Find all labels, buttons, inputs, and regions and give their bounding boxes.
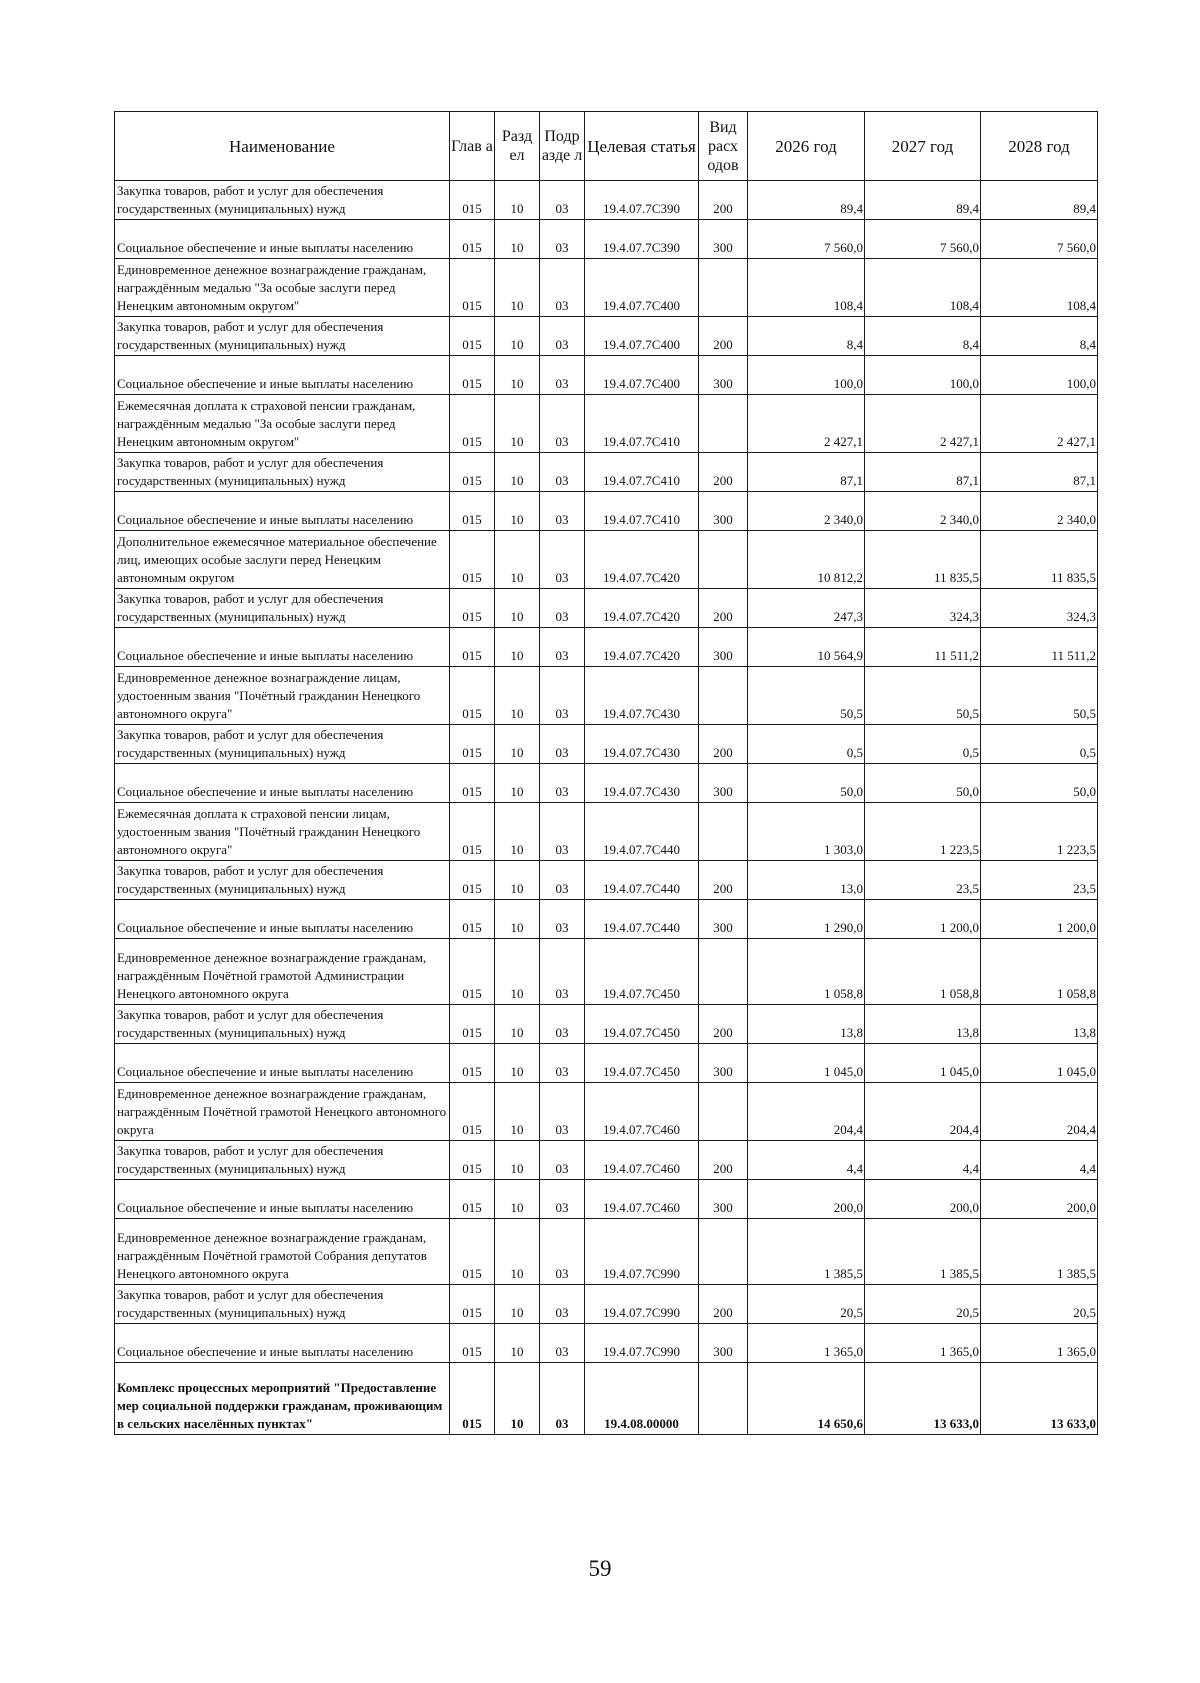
cell-glav: 015: [450, 395, 495, 453]
cell-year-2027: 50,5: [865, 667, 981, 725]
cell-razd: 10: [495, 764, 540, 803]
cell-razd: 10: [495, 589, 540, 628]
cell-name: Ежемесячная доплата к страховой пенсии лицам, удостоенным звания "Почётный гражданин Ненецкого автономного округа": [115, 803, 450, 861]
header-name: Наименование: [115, 112, 450, 181]
cell-year-2027: 200,0: [865, 1180, 981, 1219]
header-target-article: Целевая статья: [585, 112, 699, 181]
cell-expense-type: [699, 803, 748, 861]
cell-year-2026: 204,4: [748, 1083, 865, 1141]
cell-year-2027: 1 045,0: [865, 1044, 981, 1083]
cell-glav: 015: [450, 1363, 495, 1435]
cell-name: Закупка товаров, работ и услуг для обеспечения государственных (муниципальных) нужд: [115, 1005, 450, 1044]
cell-expense-type: 200: [699, 181, 748, 220]
cell-expense-type: 300: [699, 628, 748, 667]
cell-expense-type: 300: [699, 1180, 748, 1219]
cell-year-2027: 204,4: [865, 1083, 981, 1141]
cell-target-article: 19.4.07.7С420: [585, 531, 699, 589]
cell-name: Ежемесячная доплата к страховой пенсии гражданам, награждённым медалью "За особые заслуги перед Ненецким автономным округом": [115, 395, 450, 453]
cell-podr: 03: [540, 220, 585, 259]
cell-podr: 03: [540, 492, 585, 531]
cell-year-2026: 13,8: [748, 1005, 865, 1044]
table-row: [115, 1005, 1098, 1044]
table-row: [115, 939, 1098, 1005]
cell-razd: 10: [495, 939, 540, 1005]
cell-year-2028: 8,4: [981, 317, 1098, 356]
cell-glav: 015: [450, 317, 495, 356]
cell-razd: 10: [495, 492, 540, 531]
cell-razd: 10: [495, 259, 540, 317]
table-row: [115, 1285, 1098, 1324]
cell-year-2028: 1 045,0: [981, 1044, 1098, 1083]
cell-name: Социальное обеспечение и иные выплаты населению: [115, 492, 450, 531]
cell-razd: 10: [495, 1044, 540, 1083]
cell-year-2028: 204,4: [981, 1083, 1098, 1141]
cell-target-article: 19.4.07.7С450: [585, 939, 699, 1005]
header-row: [115, 112, 1098, 181]
cell-expense-type: 200: [699, 317, 748, 356]
cell-expense-type: [699, 1083, 748, 1141]
cell-podr: 03: [540, 1141, 585, 1180]
cell-razd: 10: [495, 1324, 540, 1363]
table-row: [115, 1083, 1098, 1141]
cell-year-2027: 1 223,5: [865, 803, 981, 861]
cell-razd: 10: [495, 861, 540, 900]
cell-name: Закупка товаров, работ и услуг для обеспечения государственных (муниципальных) нужд: [115, 725, 450, 764]
cell-glav: 015: [450, 764, 495, 803]
cell-razd: 10: [495, 220, 540, 259]
cell-year-2027: 20,5: [865, 1285, 981, 1324]
cell-target-article: 19.4.07.7С440: [585, 900, 699, 939]
cell-year-2026: 14 650,6: [748, 1363, 865, 1435]
cell-year-2028: 20,5: [981, 1285, 1098, 1324]
header-expense-type: Вид расх одов: [699, 112, 748, 181]
cell-year-2027: 324,3: [865, 589, 981, 628]
cell-target-article: 19.4.07.7С990: [585, 1219, 699, 1285]
cell-podr: 03: [540, 356, 585, 395]
cell-podr: 03: [540, 1219, 585, 1285]
cell-name: Закупка товаров, работ и услуг для обеспечения государственных (муниципальных) нужд: [115, 453, 450, 492]
cell-year-2027: 1 058,8: [865, 939, 981, 1005]
cell-target-article: 19.4.07.7С400: [585, 259, 699, 317]
table-row: [115, 589, 1098, 628]
header-year-2026: 2026 год: [748, 112, 865, 181]
cell-year-2028: 13 633,0: [981, 1363, 1098, 1435]
cell-target-article: 19.4.07.7С440: [585, 803, 699, 861]
cell-year-2028: 11 511,2: [981, 628, 1098, 667]
cell-glav: 015: [450, 220, 495, 259]
cell-year-2027: 87,1: [865, 453, 981, 492]
cell-year-2027: 2 340,0: [865, 492, 981, 531]
page-number: 59: [588, 1556, 612, 1581]
cell-glav: 015: [450, 492, 495, 531]
cell-podr: 03: [540, 725, 585, 764]
cell-target-article: 19.4.07.7С430: [585, 725, 699, 764]
cell-podr: 03: [540, 531, 585, 589]
cell-year-2028: 1 365,0: [981, 1324, 1098, 1363]
cell-year-2026: 10 812,2: [748, 531, 865, 589]
cell-name: Социальное обеспечение и иные выплаты населению: [115, 220, 450, 259]
cell-glav: 015: [450, 356, 495, 395]
table-row: [115, 453, 1098, 492]
cell-target-article: 19.4.07.7С440: [585, 861, 699, 900]
cell-year-2027: 4,4: [865, 1141, 981, 1180]
table-row: [115, 395, 1098, 453]
cell-name: Закупка товаров, работ и услуг для обеспечения государственных (муниципальных) нужд: [115, 861, 450, 900]
cell-year-2026: 20,5: [748, 1285, 865, 1324]
cell-glav: 015: [450, 589, 495, 628]
table-row: [115, 1363, 1098, 1435]
cell-year-2028: 2 427,1: [981, 395, 1098, 453]
cell-expense-type: 200: [699, 1005, 748, 1044]
table-row: [115, 317, 1098, 356]
cell-year-2027: 100,0: [865, 356, 981, 395]
cell-target-article: 19.4.07.7С390: [585, 181, 699, 220]
cell-podr: 03: [540, 900, 585, 939]
cell-glav: 015: [450, 1005, 495, 1044]
cell-year-2026: 13,0: [748, 861, 865, 900]
cell-year-2026: 1 385,5: [748, 1219, 865, 1285]
cell-razd: 10: [495, 900, 540, 939]
cell-year-2027: 1 200,0: [865, 900, 981, 939]
cell-year-2028: 50,0: [981, 764, 1098, 803]
cell-year-2027: 2 427,1: [865, 395, 981, 453]
cell-glav: 015: [450, 453, 495, 492]
cell-expense-type: [699, 939, 748, 1005]
cell-year-2027: 11 511,2: [865, 628, 981, 667]
cell-name: Единовременное денежное вознаграждение гражданам, награждённым Почётной грамотой Собрания депутатов Ненецкого автономного округа: [115, 1219, 450, 1285]
cell-name: Социальное обеспечение и иные выплаты населению: [115, 1180, 450, 1219]
table-row: [115, 492, 1098, 531]
cell-year-2028: 4,4: [981, 1141, 1098, 1180]
cell-year-2028: 100,0: [981, 356, 1098, 395]
cell-target-article: 19.4.07.7С430: [585, 667, 699, 725]
table-row: [115, 220, 1098, 259]
table-row: [115, 861, 1098, 900]
cell-podr: 03: [540, 1180, 585, 1219]
cell-target-article: 19.4.07.7С410: [585, 453, 699, 492]
cell-name: Закупка товаров, работ и услуг для обеспечения государственных (муниципальных) нужд: [115, 317, 450, 356]
cell-year-2026: 1 045,0: [748, 1044, 865, 1083]
cell-year-2028: 89,4: [981, 181, 1098, 220]
cell-year-2028: 1 058,8: [981, 939, 1098, 1005]
cell-year-2027: 1 385,5: [865, 1219, 981, 1285]
cell-razd: 10: [495, 803, 540, 861]
cell-razd: 10: [495, 356, 540, 395]
cell-target-article: 19.4.07.7С460: [585, 1180, 699, 1219]
cell-expense-type: 200: [699, 589, 748, 628]
cell-razd: 10: [495, 1219, 540, 1285]
cell-year-2027: 13 633,0: [865, 1363, 981, 1435]
cell-year-2026: 4,4: [748, 1141, 865, 1180]
cell-razd: 10: [495, 1005, 540, 1044]
cell-target-article: 19.4.08.00000: [585, 1363, 699, 1435]
cell-target-article: 19.4.07.7С390: [585, 220, 699, 259]
cell-year-2027: 11 835,5: [865, 531, 981, 589]
cell-year-2026: 8,4: [748, 317, 865, 356]
table-row: [115, 900, 1098, 939]
cell-year-2026: 2 427,1: [748, 395, 865, 453]
cell-year-2028: 7 560,0: [981, 220, 1098, 259]
cell-name: Единовременное денежное вознаграждение гражданам, награждённым Почётной грамотой Ненецкого автономного округа: [115, 1083, 450, 1141]
cell-year-2028: 2 340,0: [981, 492, 1098, 531]
header-year-2027: 2027 год: [865, 112, 981, 181]
cell-glav: 015: [450, 1083, 495, 1141]
cell-name: Закупка товаров, работ и услуг для обеспечения государственных (муниципальных) нужд: [115, 181, 450, 220]
cell-year-2027: 50,0: [865, 764, 981, 803]
cell-year-2026: 1 365,0: [748, 1324, 865, 1363]
cell-year-2028: 50,5: [981, 667, 1098, 725]
table-header: [115, 112, 1098, 181]
cell-podr: 03: [540, 628, 585, 667]
cell-podr: 03: [540, 317, 585, 356]
cell-year-2028: 1 385,5: [981, 1219, 1098, 1285]
table-row: [115, 259, 1098, 317]
cell-year-2026: 87,1: [748, 453, 865, 492]
cell-expense-type: 300: [699, 764, 748, 803]
cell-razd: 10: [495, 1285, 540, 1324]
cell-year-2027: 0,5: [865, 725, 981, 764]
cell-razd: 10: [495, 1141, 540, 1180]
cell-podr: 03: [540, 1083, 585, 1141]
cell-name: Социальное обеспечение и иные выплаты населению: [115, 764, 450, 803]
table-row: [115, 1180, 1098, 1219]
header-razd: Разд ел: [495, 112, 540, 181]
cell-razd: 10: [495, 1180, 540, 1219]
cell-year-2026: 0,5: [748, 725, 865, 764]
header-glav: Глав а: [450, 112, 495, 181]
cell-podr: 03: [540, 453, 585, 492]
cell-glav: 015: [450, 1285, 495, 1324]
cell-razd: 10: [495, 181, 540, 220]
cell-glav: 015: [450, 939, 495, 1005]
cell-podr: 03: [540, 395, 585, 453]
cell-name: Комплекс процессных мероприятий "Предоставление мер социальной поддержки гражданам, проживающим в сельских населённых пунктах": [115, 1363, 450, 1435]
cell-name: Социальное обеспечение и иные выплаты населению: [115, 1324, 450, 1363]
cell-year-2028: 11 835,5: [981, 531, 1098, 589]
cell-name: Социальное обеспечение и иные выплаты населению: [115, 628, 450, 667]
cell-podr: 03: [540, 589, 585, 628]
cell-year-2026: 50,5: [748, 667, 865, 725]
cell-expense-type: 300: [699, 492, 748, 531]
cell-year-2026: 10 564,9: [748, 628, 865, 667]
cell-expense-type: 300: [699, 900, 748, 939]
cell-podr: 03: [540, 1044, 585, 1083]
cell-expense-type: [699, 1363, 748, 1435]
cell-glav: 015: [450, 181, 495, 220]
cell-name: Единовременное денежное вознаграждение гражданам, награждённым медалью "За особые заслуги перед Ненецким автономным округом": [115, 259, 450, 317]
cell-year-2027: 7 560,0: [865, 220, 981, 259]
table-row: [115, 725, 1098, 764]
cell-year-2027: 8,4: [865, 317, 981, 356]
cell-expense-type: 200: [699, 861, 748, 900]
cell-expense-type: 200: [699, 1285, 748, 1324]
cell-expense-type: [699, 395, 748, 453]
cell-target-article: 19.4.07.7С410: [585, 492, 699, 531]
cell-razd: 10: [495, 531, 540, 589]
cell-target-article: 19.4.07.7С450: [585, 1044, 699, 1083]
cell-name: Социальное обеспечение и иные выплаты населению: [115, 356, 450, 395]
cell-target-article: 19.4.07.7С460: [585, 1083, 699, 1141]
budget-table: [114, 111, 1098, 1435]
cell-target-article: 19.4.07.7С420: [585, 628, 699, 667]
cell-target-article: 19.4.07.7С420: [585, 589, 699, 628]
table-row: [115, 531, 1098, 589]
table-row: [115, 1044, 1098, 1083]
cell-year-2026: 108,4: [748, 259, 865, 317]
cell-year-2028: 200,0: [981, 1180, 1098, 1219]
cell-expense-type: 300: [699, 1044, 748, 1083]
cell-razd: 10: [495, 667, 540, 725]
cell-glav: 015: [450, 803, 495, 861]
cell-year-2026: 1 290,0: [748, 900, 865, 939]
cell-year-2028: 1 200,0: [981, 900, 1098, 939]
cell-glav: 015: [450, 900, 495, 939]
cell-year-2028: 324,3: [981, 589, 1098, 628]
cell-year-2028: 23,5: [981, 861, 1098, 900]
cell-target-article: 19.4.07.7С450: [585, 1005, 699, 1044]
cell-year-2028: 87,1: [981, 453, 1098, 492]
table-row: [115, 803, 1098, 861]
cell-podr: 03: [540, 1285, 585, 1324]
cell-expense-type: [699, 1219, 748, 1285]
table-body: [115, 181, 1098, 1435]
cell-expense-type: 300: [699, 220, 748, 259]
cell-year-2027: 89,4: [865, 181, 981, 220]
cell-name: Закупка товаров, работ и услуг для обеспечения государственных (муниципальных) нужд: [115, 589, 450, 628]
cell-podr: 03: [540, 181, 585, 220]
cell-expense-type: 200: [699, 1141, 748, 1180]
cell-target-article: 19.4.07.7С400: [585, 356, 699, 395]
cell-target-article: 19.4.07.7С410: [585, 395, 699, 453]
table-row: [115, 181, 1098, 220]
cell-year-2026: 89,4: [748, 181, 865, 220]
cell-year-2026: 1 058,8: [748, 939, 865, 1005]
cell-glav: 015: [450, 1324, 495, 1363]
table-row: [115, 764, 1098, 803]
cell-podr: 03: [540, 939, 585, 1005]
cell-year-2026: 7 560,0: [748, 220, 865, 259]
cell-name: Единовременное денежное вознаграждение лицам, удостоенным звания "Почётный гражданин Ненецкого автономного округа": [115, 667, 450, 725]
cell-expense-type: 200: [699, 725, 748, 764]
cell-year-2026: 50,0: [748, 764, 865, 803]
table-row: [115, 1219, 1098, 1285]
cell-podr: 03: [540, 861, 585, 900]
cell-glav: 015: [450, 861, 495, 900]
cell-podr: 03: [540, 259, 585, 317]
cell-glav: 015: [450, 1141, 495, 1180]
cell-glav: 015: [450, 1180, 495, 1219]
cell-year-2027: 108,4: [865, 259, 981, 317]
cell-year-2026: 247,3: [748, 589, 865, 628]
header-podr: Подр азде л: [540, 112, 585, 181]
cell-expense-type: 300: [699, 356, 748, 395]
cell-year-2027: 13,8: [865, 1005, 981, 1044]
cell-name: Единовременное денежное вознаграждение гражданам, награждённым Почётной грамотой Администрации Ненецкого автономного округа: [115, 939, 450, 1005]
cell-target-article: 19.4.07.7С400: [585, 317, 699, 356]
cell-razd: 10: [495, 395, 540, 453]
cell-razd: 10: [495, 453, 540, 492]
cell-year-2026: 100,0: [748, 356, 865, 395]
cell-name: Социальное обеспечение и иные выплаты населению: [115, 1044, 450, 1083]
cell-glav: 015: [450, 259, 495, 317]
table-row: [115, 628, 1098, 667]
cell-year-2028: 0,5: [981, 725, 1098, 764]
cell-year-2028: 108,4: [981, 259, 1098, 317]
cell-expense-type: [699, 531, 748, 589]
cell-year-2028: 13,8: [981, 1005, 1098, 1044]
cell-name: Социальное обеспечение и иные выплаты населению: [115, 900, 450, 939]
cell-target-article: 19.4.07.7С430: [585, 764, 699, 803]
cell-name: Закупка товаров, работ и услуг для обеспечения государственных (муниципальных) нужд: [115, 1285, 450, 1324]
table-row: [115, 667, 1098, 725]
cell-target-article: 19.4.07.7С990: [585, 1285, 699, 1324]
table-row: [115, 1324, 1098, 1363]
cell-razd: 10: [495, 1363, 540, 1435]
cell-expense-type: 200: [699, 453, 748, 492]
cell-podr: 03: [540, 764, 585, 803]
cell-target-article: 19.4.07.7С460: [585, 1141, 699, 1180]
cell-glav: 015: [450, 628, 495, 667]
cell-expense-type: [699, 667, 748, 725]
cell-razd: 10: [495, 1083, 540, 1141]
cell-podr: 03: [540, 667, 585, 725]
cell-podr: 03: [540, 1363, 585, 1435]
cell-year-2028: 1 223,5: [981, 803, 1098, 861]
cell-year-2027: 1 365,0: [865, 1324, 981, 1363]
cell-target-article: 19.4.07.7С990: [585, 1324, 699, 1363]
cell-name: Дополнительное ежемесячное материальное обеспечение лиц, имеющих особые заслуги перед Ненецким автономным округом: [115, 531, 450, 589]
cell-expense-type: [699, 259, 748, 317]
cell-name: Закупка товаров, работ и услуг для обеспечения государственных (муниципальных) нужд: [115, 1141, 450, 1180]
cell-podr: 03: [540, 803, 585, 861]
cell-glav: 015: [450, 667, 495, 725]
cell-year-2026: 200,0: [748, 1180, 865, 1219]
cell-razd: 10: [495, 725, 540, 764]
cell-podr: 03: [540, 1324, 585, 1363]
header-year-2028: 2028 год: [981, 112, 1098, 181]
cell-year-2026: 1 303,0: [748, 803, 865, 861]
cell-razd: 10: [495, 317, 540, 356]
cell-year-2026: 2 340,0: [748, 492, 865, 531]
cell-glav: 015: [450, 1044, 495, 1083]
cell-glav: 015: [450, 531, 495, 589]
cell-expense-type: 300: [699, 1324, 748, 1363]
cell-year-2027: 23,5: [865, 861, 981, 900]
table-row: [115, 356, 1098, 395]
table-row: [115, 1141, 1098, 1180]
cell-razd: 10: [495, 628, 540, 667]
cell-glav: 015: [450, 1219, 495, 1285]
cell-glav: 015: [450, 725, 495, 764]
cell-podr: 03: [540, 1005, 585, 1044]
